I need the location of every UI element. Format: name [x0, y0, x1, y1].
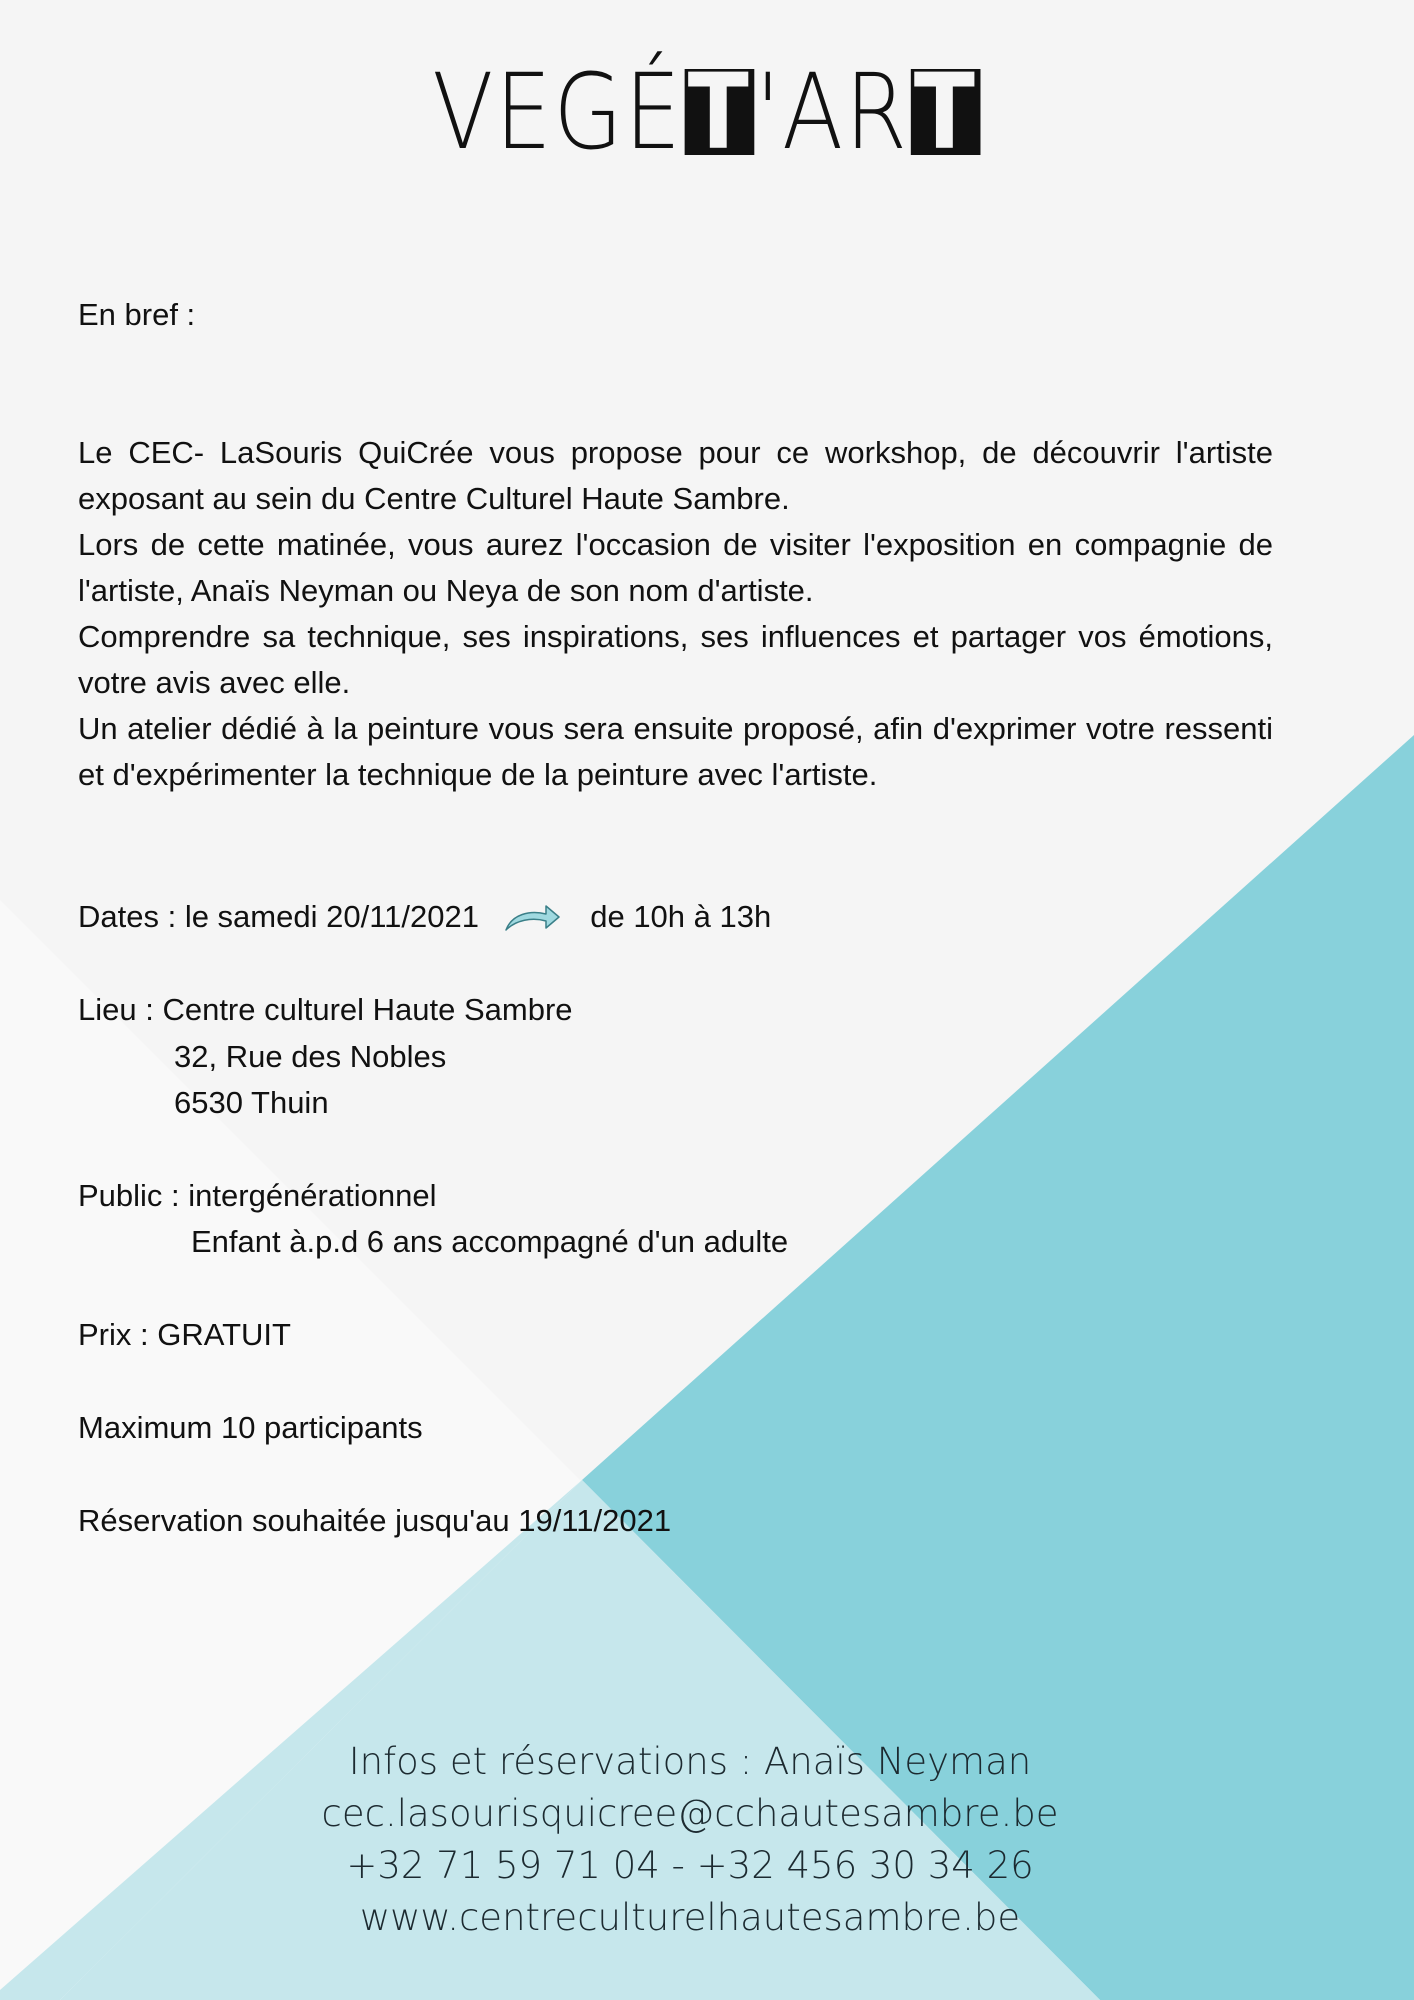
- dates-row: [78, 894, 771, 940]
- public-detail-text: Enfant à.p.d 6 ans accompagné d'un adulte: [191, 1224, 789, 1259]
- lieu-text: Lieu : Centre culturel Haute Sambre: [78, 992, 573, 1027]
- contact-website[interactable]: www.centreculturelhautesambre.be: [359, 1896, 1021, 1939]
- intro-paragraph: Lors de cette matinée, vous aurez l'occasion de visiter l'exposition en compagnie de l'artiste, Anaïs Neyman ou Neya de son nom d'artiste.: [78, 527, 1273, 608]
- title-part-3: 'AR: [755, 51, 909, 173]
- intro-paragraph: Un atelier dédié à la peinture vous sera ensuite proposé, afin d'exprimer votre ressenti et d'expérimenter la technique de la peinture avec l'artiste.: [78, 711, 1273, 792]
- contact-name: Infos et réservations : Anaïs Neyman: [348, 1740, 1032, 1783]
- contact-info: [0, 1736, 1380, 1944]
- intro-paragraph: Le CEC- LaSouris QuiCrée vous propose pour ce workshop, de découvrir l'artiste exposant au sein du Centre Culturel Haute Sambre.: [78, 435, 1273, 516]
- dates-text: Dates : le samedi 20/11/2021: [78, 899, 479, 934]
- title-part-2: T: [684, 69, 754, 155]
- public-text: Public : intergénérationnel: [78, 1178, 437, 1213]
- intro-label: En bref :: [78, 297, 196, 332]
- address-line-1: 32, Rue des Nobles: [174, 1039, 447, 1074]
- intro-paragraph: Comprendre sa technique, ses inspirations, ses influences et partager vos émotions, votre avis avec elle.: [78, 619, 1273, 700]
- intro-text: [78, 430, 1273, 798]
- title-part-1: VEGÉ: [432, 51, 683, 173]
- address-line-2: 6530 Thuin: [174, 1085, 329, 1120]
- price-text: Prix : GRATUIT: [78, 1317, 291, 1352]
- title-part-4: T: [910, 69, 980, 155]
- reservation-deadline-text: Réservation souhaitée jusqu'au 19/11/2021: [78, 1503, 672, 1538]
- hours-text: de 10h à 13h: [590, 899, 772, 934]
- contact-phone: +32 71 59 71 04 - +32 456 30 34 26: [346, 1844, 1034, 1887]
- max-participants-text: Maximum 10 participants: [78, 1410, 423, 1445]
- contact-email[interactable]: cec.lasourisquicree@cchautesambre.be: [321, 1792, 1059, 1835]
- page-title: [99, 52, 1315, 172]
- curved-arrow-right-icon: [502, 902, 562, 936]
